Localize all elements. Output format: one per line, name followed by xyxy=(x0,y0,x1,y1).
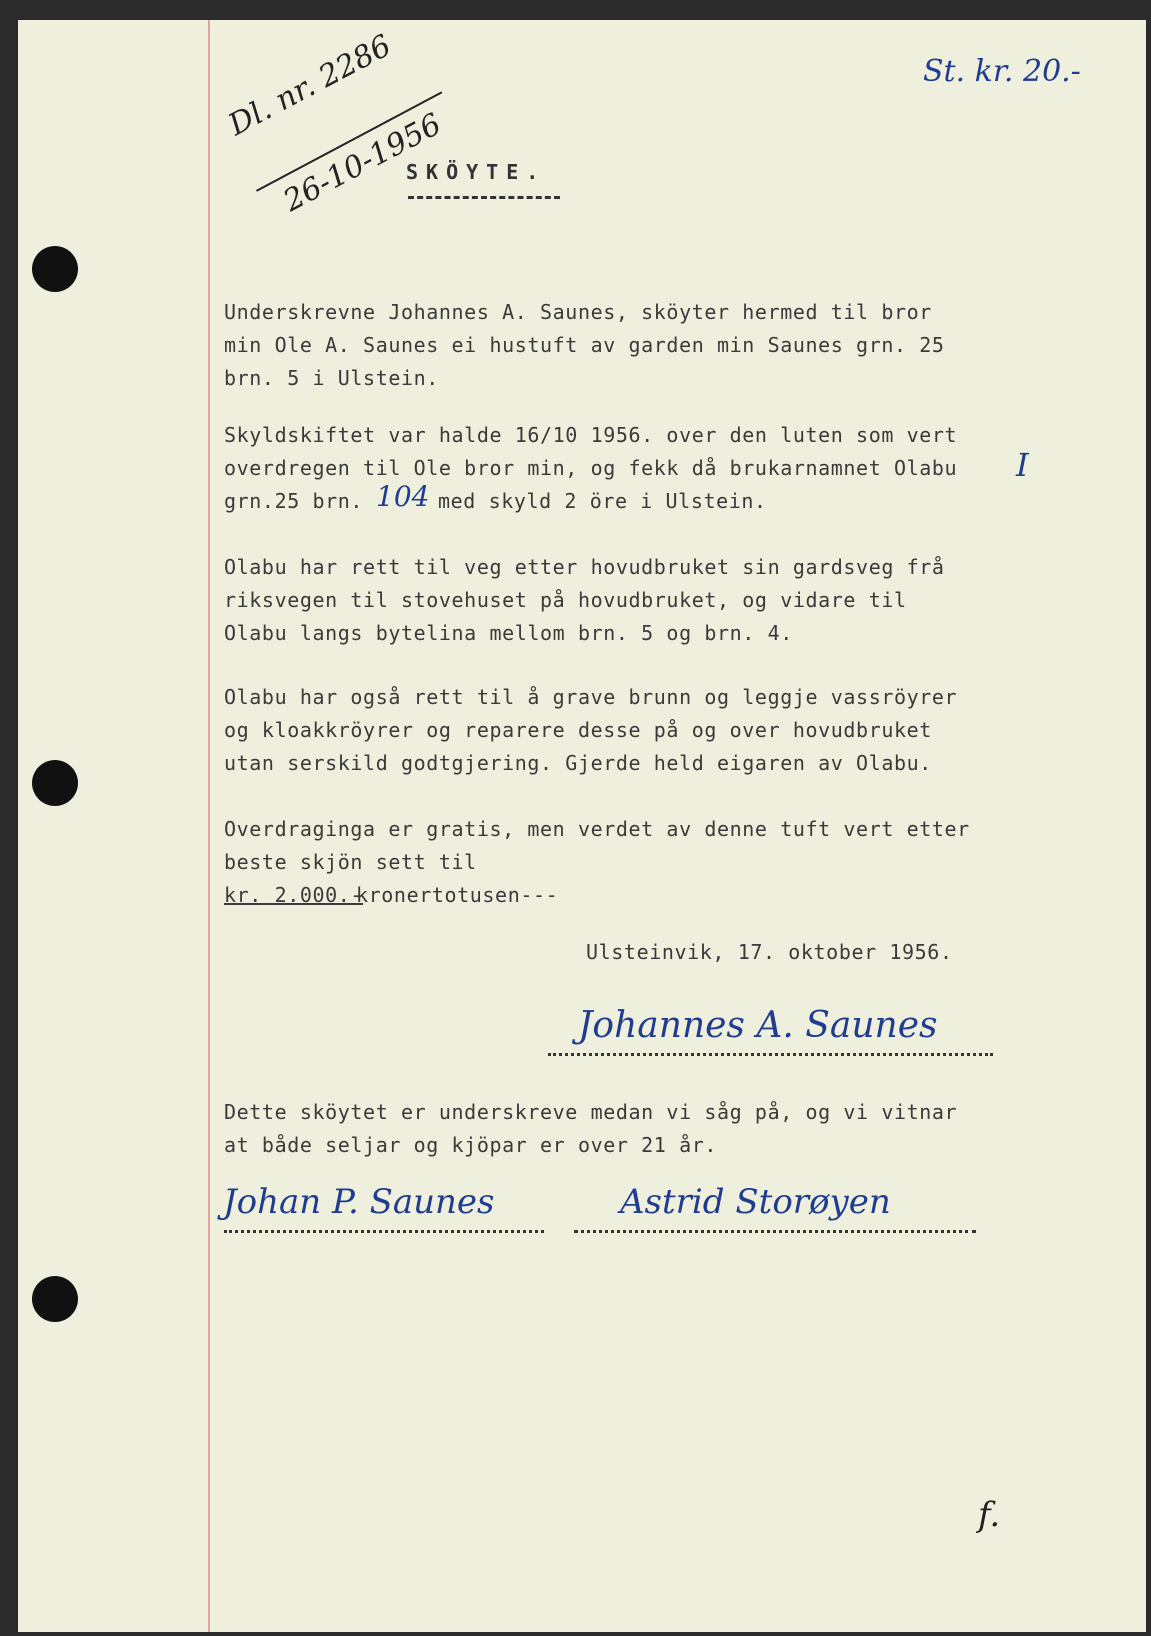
witness-signature: Johan P. Saunes xyxy=(223,1182,495,1222)
text-line: min Ole A. Saunes ei hustuft av garden min Saunes grn. 25 xyxy=(224,333,945,357)
punch-hole xyxy=(32,246,78,292)
handwritten-mark: I xyxy=(1016,446,1029,484)
text-line: Skyldskiftet var halde 16/10 1956. over den luten som vert xyxy=(224,423,958,447)
text-line: overdregen til Ole bror min, og fekk då brukarnamnet Olabu xyxy=(224,456,958,480)
margin-line xyxy=(208,20,210,1632)
text-line: beste skjön sett til xyxy=(224,850,477,874)
handwritten-number: 104 xyxy=(376,480,430,513)
title-underline xyxy=(408,196,560,199)
text-line: og kloakkröyrer og reparere desse på og over hovudbruket xyxy=(224,718,932,742)
text-line: Overdraginga er gratis, men verdet av denne tuft vert etter xyxy=(224,817,970,841)
text-line: Olabu har rett til veg etter hovudbruket sin gardsveg frå xyxy=(224,555,945,579)
amount: kr. 2.000.- xyxy=(224,883,364,907)
text-line: kronertotusen--- xyxy=(356,883,559,907)
text-line: at både seljar og kjöpar er over 21 år. xyxy=(224,1133,717,1157)
text-line: grn.25 brn. xyxy=(224,489,364,513)
signature-line xyxy=(548,1053,993,1056)
text-line: Dette sköytet er underskreve medan vi såg på, og vi vitnar xyxy=(224,1100,958,1124)
punch-hole xyxy=(32,1276,78,1322)
text-line: Olabu langs bytelina mellom brn. 5 og brn. 4. xyxy=(224,621,793,645)
signature-line xyxy=(574,1230,976,1233)
signature-line xyxy=(224,1230,544,1233)
witness-signature: Astrid Storøyen xyxy=(620,1182,891,1222)
punch-hole xyxy=(32,760,78,806)
fee-annotation: St. kr. 20.- xyxy=(923,54,1081,89)
text-line: Underskrevne Johannes A. Saunes, sköyter hermed til bror xyxy=(224,300,932,324)
text-line: brn. 5 i Ulstein. xyxy=(224,366,439,390)
text-line: Olabu har også rett til å grave brunn og leggje vassröyrer xyxy=(224,685,958,709)
registration-number: Dl. nr. 2286 xyxy=(223,28,398,143)
document-title: SKÖYTE. xyxy=(406,160,547,184)
text-line: utan serskild godtgjering. Gjerde held eigaren av Olabu. xyxy=(224,751,932,775)
document-page xyxy=(18,20,1146,1632)
footer-mark: f. xyxy=(978,1495,1001,1535)
text-line: med skyld 2 öre i Ulstein. xyxy=(438,489,767,513)
seller-signature: Johannes A. Saunes xyxy=(578,1005,938,1046)
text-line: riksvegen til stovehuset på hovudbruket, og vidare til xyxy=(224,588,907,612)
registration-date: 26-10-1956 xyxy=(278,106,448,219)
place-date: Ulsteinvik, 17. oktober 1956. xyxy=(586,940,953,964)
